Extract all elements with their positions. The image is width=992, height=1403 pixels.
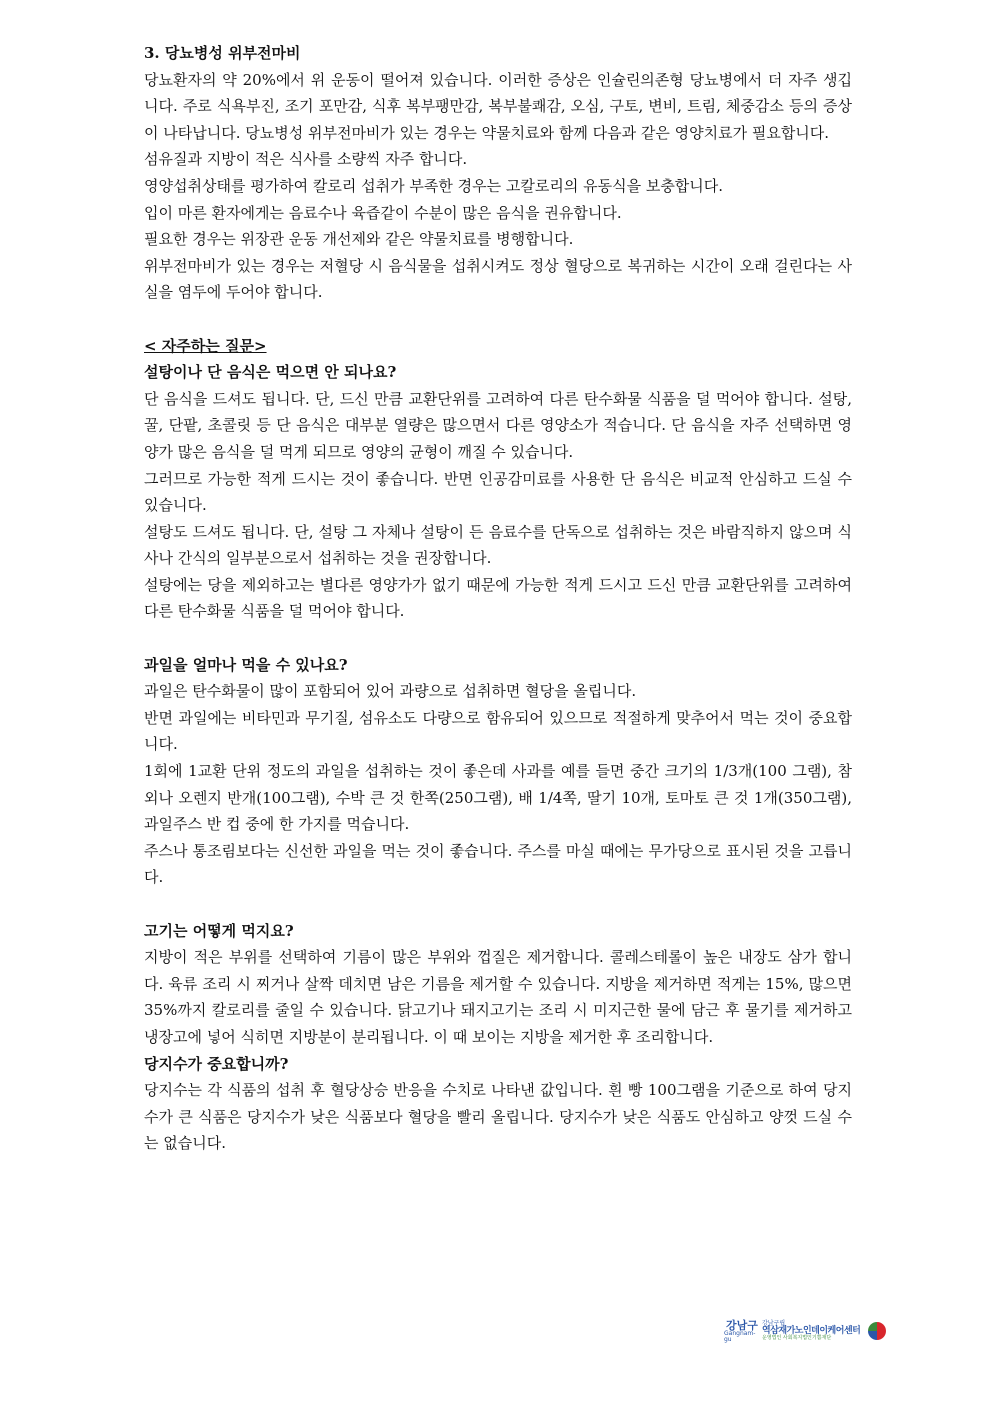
faq-question: 고기는 어떻게 먹지요? [144,921,294,940]
paragraph: 입이 마른 환자에게는 음료수나 육즙같이 수분이 많은 음식을 권유합니다. [144,203,622,222]
logo-text [760,1321,868,1342]
spacer [144,625,852,652]
faq-title: < 자주하는 질문> [144,336,267,355]
faq-question: 설탕이나 단 음식은 먹으면 안 되나요? [144,363,397,382]
faq-answer: 지방이 적은 부위를 선택하여 기름이 많은 부위와 껍질은 제거합니다. 콜레스테롤이 높은 내장도 삼가 합니다. 육류 조리 시 찌거나 살짝 데치면 남은 기름을 제거할 수 있습니다. 지방을 제거하면 적게는 15%, 많으면 35%까지 칼로리를 줄일 수 있습니다. 닭고기나 돼지고기는 조리 시 미지근한 물에 담근 후 물기를 제거하고 냉장고에 넣어 식히면 지방분이 분리됩니다. 이 때 보이는 지방을 제거한 후 조리합니다. [144,948,852,1046]
faq-question: 과일을 얼마나 먹을 수 있나요? [144,655,348,674]
logo-org-top: 강남구립 [762,1319,786,1327]
organization-logo [724,1316,886,1346]
paragraph: 당뇨환자의 약 20%에서 위 운동이 떨어져 있습니다. 이러한 증상은 인슐린의존형 당뇨병에서 더 자주 생깁니다. 주로 식욕부진, 조기 포만감, 식후 복부팽만감, 복부불쾌감, 오심, 구토, 변비, 트림, 체중감소 등의 증상이 나타납니다. 당뇨병성 위부전마비가 있는 경우는 약물치료와 함께 다음과 같은 영양치료가 필요합니다. [144,70,852,142]
paragraph: 섬유질과 지방이 적은 식사를 소량씩 자주 합니다. [144,150,468,169]
faq-question: 당지수가 중요합니까? [144,1054,289,1073]
faq-answer: 설탕에는 당을 제외하고는 별다른 영양가가 없기 때문에 가능한 적게 드시고 드신 만큼 교환단위를 고려하여 다른 탄수화물 식품을 덜 먹어야 합니다. [144,575,852,621]
paragraph: 필요한 경우는 위장관 운동 개선제와 같은 약물치료를 병행합니다. [144,230,574,249]
faq-answer: 반면 과일에는 비타민과 무기질, 섬유소도 다량으로 함유되어 있으므로 적절하게 맞추어서 먹는 것이 중요합니다. [144,708,852,754]
faq-answer: 그러므로 가능한 적게 드시는 것이 좋습니다. 반면 인공감미료를 사용한 단 음식은 비교적 안심하고 드실 수 있습니다. [144,469,852,515]
paragraph: 영양섭취상태를 평가하여 칼로리 섭취가 부족한 경우는 고칼로리의 유동식을 보충합니다. [144,176,724,195]
document-page [144,40,852,1157]
faq-answer: 설탕도 드셔도 됩니다. 단, 설탕 그 자체나 설탕이 든 음료수를 단독으로 섭취하는 것은 바람직하지 않으며 식사나 간식의 일부분으로서 섭취하는 것을 권장합니다. [144,522,852,568]
district-logo-icon [724,1319,760,1343]
logo-org-sub: 운영법인 사회복지법인기쁨재단 [762,1335,832,1342]
logo-mark-subtext: Gangnam-gu [724,1329,756,1343]
spacer [144,306,852,333]
center-emblem-icon [868,1322,886,1340]
faq-answer: 당지수는 각 식품의 섭취 후 혈당상승 반응을 수치로 나타낸 값입니다. 흰 빵 100그램을 기준으로 하여 당지수가 큰 식품은 당지수가 낮은 식품보다 혈당을 빨리 올립니다. 당지수가 낮은 식품도 안심하고 양껏 드실 수는 없습니다. [144,1081,852,1153]
logo-mark-text: 강남구 [726,1318,758,1332]
faq-answer: 단 음식을 드셔도 됩니다. 단, 드신 만큼 교환단위를 고려하여 다른 탄수화물 식품을 덜 먹어야 합니다. 설탕, 꿀, 단팥, 초콜릿 등 단 음식은 대부분 열량은 많으면서 다른 영양소가 적습니다. 단 음식을 자주 선택하면 영양가 많은 음식을 덜 먹게 되므로 영양의 균형이 깨질 수 있습니다. [144,389,852,461]
section-title: 3. 당뇨병성 위부전마비 [144,44,301,62]
logo-org-name: 역삼재가노인데이케어센터 [762,1325,861,1336]
faq-answer: 1회에 1교환 단위 정도의 과일을 섭취하는 것이 좋은데 사과를 예를 들면 중간 크기의 1/3개(100 그램), 참외나 오렌지 반개(100그램), 수박 큰 것 한쪽(250그램), 배 1/4쪽, 딸기 10개, 토마토 큰 것 1개(350그램), 과일주스 반 컵 중에 한 가지를 먹습니다. [144,762,852,834]
faq-answer: 주스나 통조림보다는 신선한 과일을 먹는 것이 좋습니다. 주스를 마실 때에는 무가당으로 표시된 것을 고릅니다. [144,841,852,887]
faq-answer: 과일은 탄수화물이 많이 포함되어 있어 과량으로 섭취하면 혈당을 올립니다. [144,682,637,701]
paragraph: 위부전마비가 있는 경우는 저혈당 시 음식물을 섭취시켜도 정상 혈당으로 복귀하는 시간이 오래 걸린다는 사실을 염두에 두어야 합니다. [144,256,852,302]
spacer [144,891,852,918]
